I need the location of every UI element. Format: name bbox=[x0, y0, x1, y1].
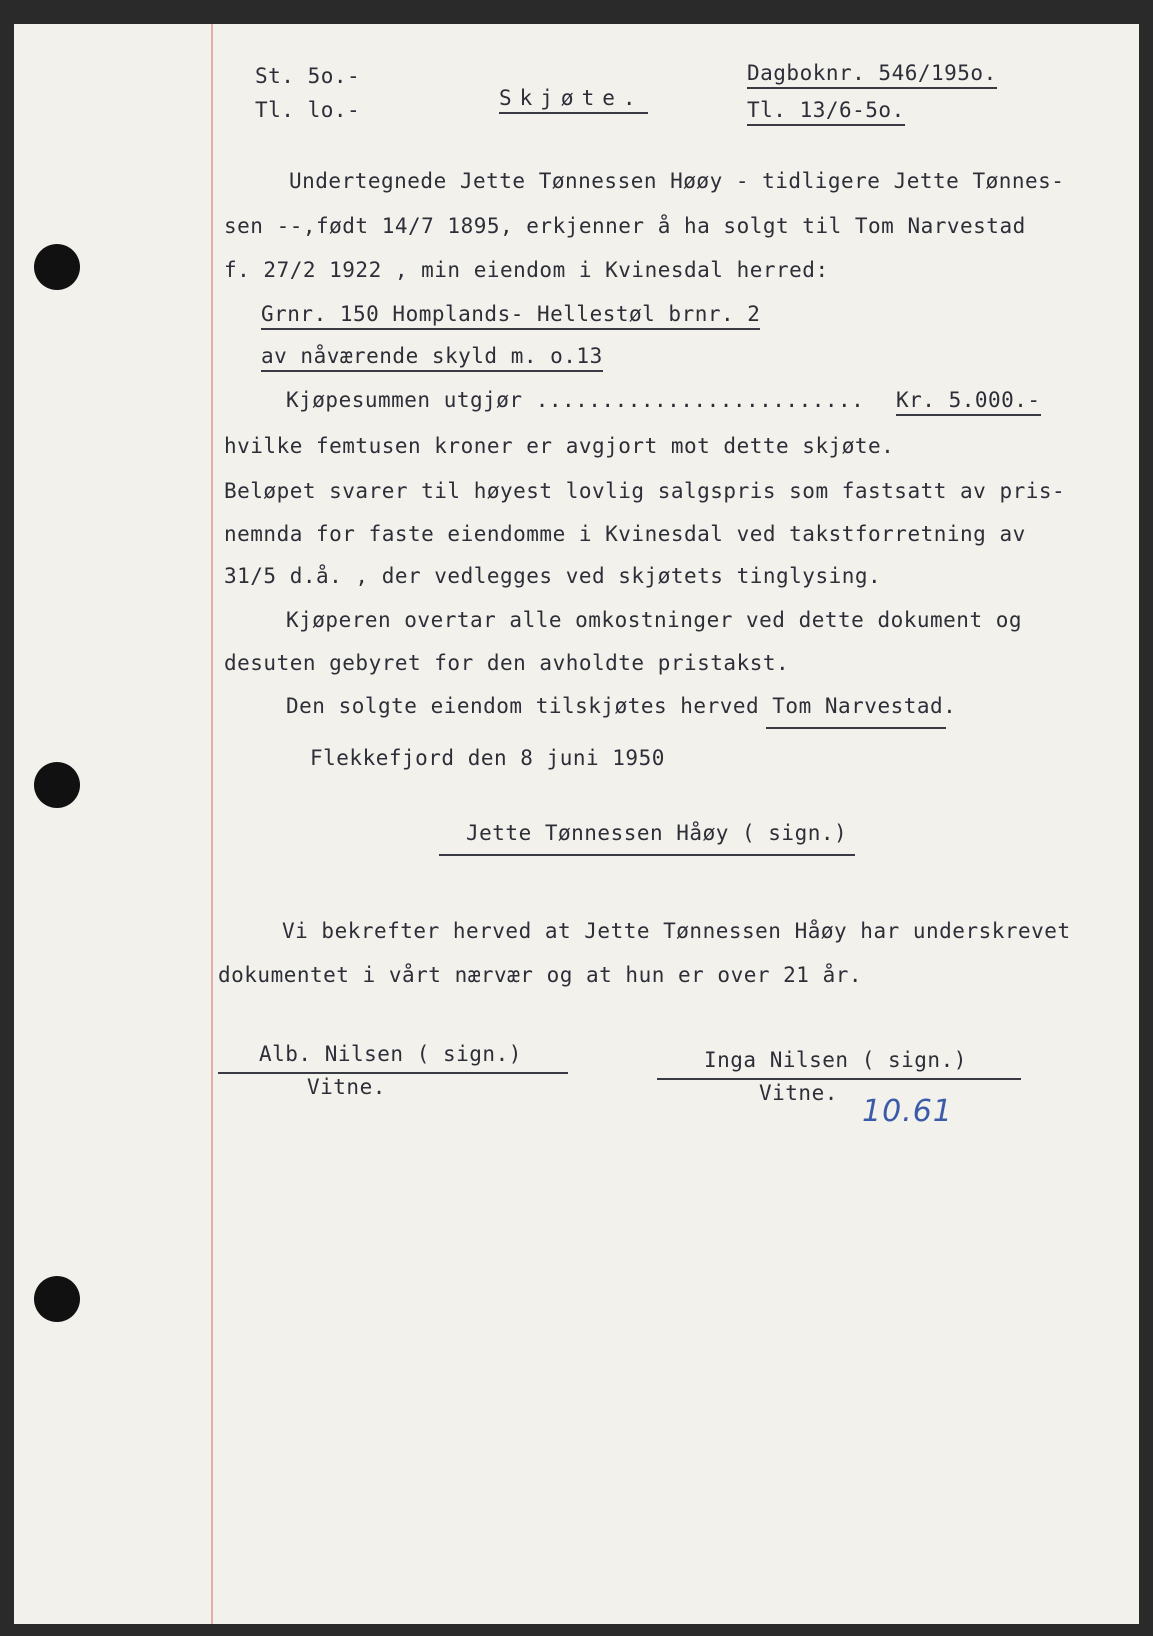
body-line: f. 27/2 1922 , min eiendom i Kvinesdal herred: bbox=[224, 258, 829, 282]
witness-role: Vitne. bbox=[307, 1075, 386, 1099]
body-line: 31/5 d.å. , der vedlegges ved skjøtets tinglysing. bbox=[224, 564, 882, 588]
witness-statement-line: dokumentet i vårt nærvær og at hun er over 21 år. bbox=[218, 963, 863, 987]
punch-hole bbox=[34, 762, 80, 808]
body-line: sen --,født 14/7 1895, erkjenner å ha solgt til Tom Narvestad bbox=[224, 214, 1026, 238]
property-line: av nåværende skyld m. o.13 bbox=[261, 344, 603, 372]
body-line: Den solgte eiendom tilskjøtes herved Tom Narvestad. bbox=[286, 694, 957, 718]
witness-name: Inga Nilsen ( sign.) bbox=[704, 1048, 967, 1072]
signature-line bbox=[439, 854, 855, 856]
journal-number: Dagboknr. 546/195o. bbox=[747, 61, 997, 89]
body-line: hvilke femtusen kroner er avgjort mot dette skjøte. bbox=[224, 434, 895, 458]
buyer-underline bbox=[766, 727, 946, 729]
place-date: Flekkefjord den 8 juni 1950 bbox=[310, 746, 665, 770]
witness-statement-line: Vi bekrefter herved at Jette Tønnessen Håøy har underskrevet bbox=[282, 919, 1071, 943]
witness-name: Alb. Nilsen ( sign.) bbox=[259, 1042, 522, 1066]
punch-hole bbox=[34, 1276, 80, 1322]
punch-hole bbox=[34, 244, 80, 290]
tl-fee: Tl. lo.- bbox=[255, 98, 361, 122]
price-value: Kr. 5.000.- bbox=[896, 388, 1041, 416]
body-line: Beløpet svarer til høyest lovlig salgspris som fastsatt av pris- bbox=[224, 479, 1066, 503]
price-label: Kjøpesummen utgjør ......................... bbox=[286, 388, 865, 412]
witness-line bbox=[218, 1072, 568, 1074]
body-line: Undertegnede Jette Tønnessen Høøy - tidligere Jette Tønnes- bbox=[289, 169, 1065, 193]
document-page bbox=[14, 24, 1139, 1624]
document-title: Skjøte. bbox=[499, 86, 648, 114]
body-line: desuten gebyret for den avholdte pristakst. bbox=[224, 651, 790, 675]
witness-role: Vitne. bbox=[759, 1081, 838, 1105]
property-line: Grnr. 150 Homplands- Hellestøl brnr. 2 bbox=[261, 302, 760, 330]
margin-line bbox=[211, 24, 213, 1624]
seller-signature: Jette Tønnessen Håøy ( sign.) bbox=[466, 821, 848, 845]
handwritten-note: 10.61 bbox=[862, 1094, 953, 1129]
stamp-fee: St. 5o.- bbox=[255, 64, 361, 88]
tl-date: Tl. 13/6-5o. bbox=[747, 98, 905, 126]
body-line: nemnda for faste eiendomme i Kvinesdal ved takstforretning av bbox=[224, 522, 1026, 546]
body-line: Kjøperen overtar alle omkostninger ved dette dokument og bbox=[286, 608, 1023, 632]
witness-line bbox=[657, 1078, 1021, 1080]
